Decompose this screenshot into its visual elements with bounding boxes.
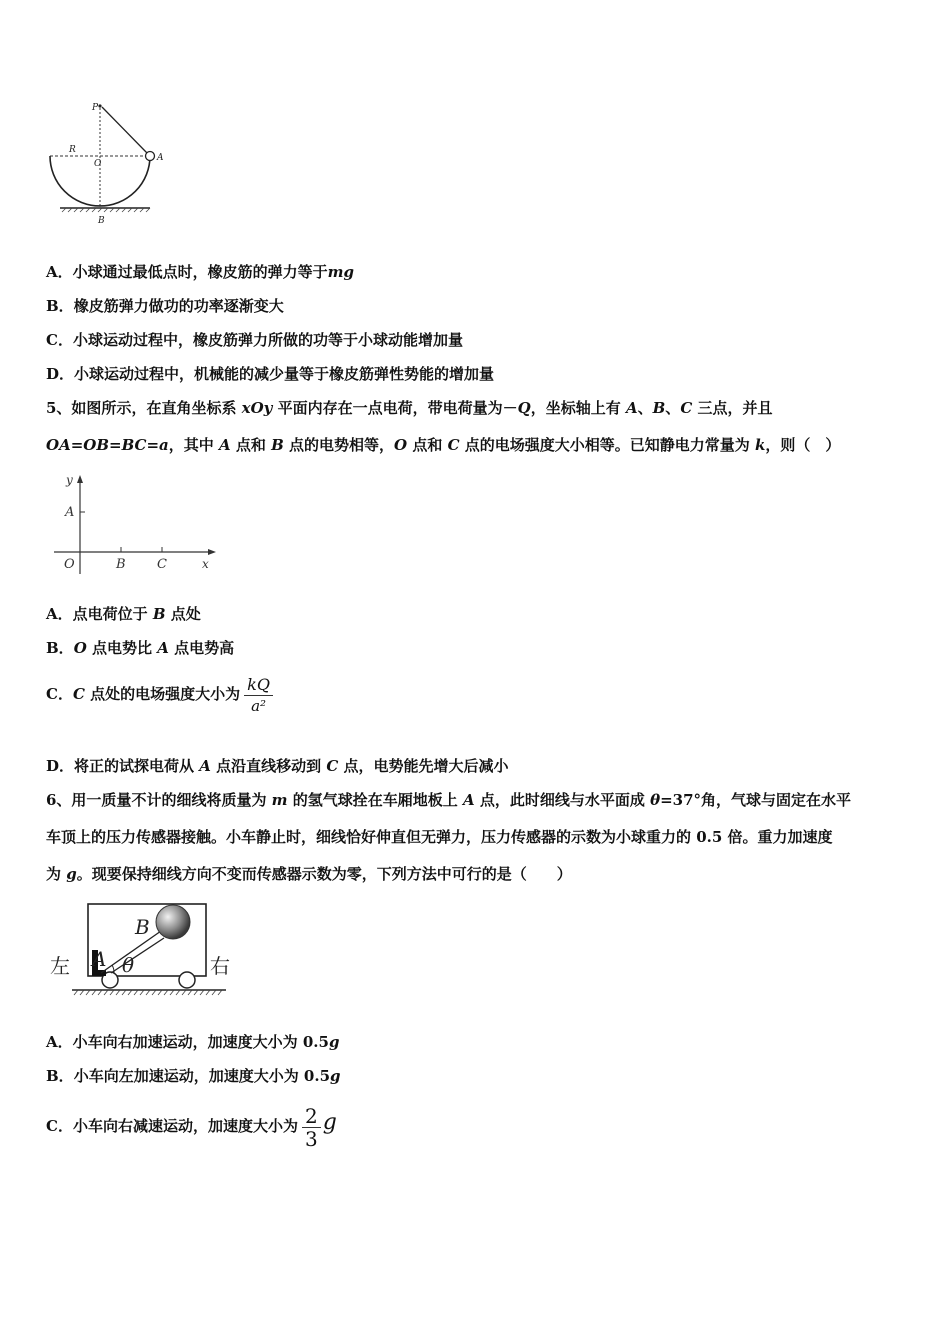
label-right: 右 bbox=[210, 954, 230, 978]
label-B: B bbox=[98, 216, 105, 226]
label-B: B bbox=[135, 915, 150, 939]
point-A-label: A bbox=[65, 505, 75, 520]
axis-y-label: y bbox=[66, 473, 73, 487]
q5-stem-line2: OA=OB=BC=a，其中 A 点和 B 点的电势相等，O 点和 C 点的电场强度大小相等。已知静电力常量为 k，则（ ） bbox=[46, 436, 841, 454]
q5-stem-line1: 5、如图所示，在直角坐标系 xOy 平面内存在一点电荷，带电荷量为－Q，坐标轴上有 A、B、C 三点，并且 bbox=[46, 399, 773, 417]
fraction-2-over-3: $\frac{2}{3}$ bbox=[302, 1105, 321, 1150]
q6-stem-line3: 为 g。现要保持细线方向不变而传感器示数为零，下列方法中可行的是（ ） bbox=[46, 865, 572, 883]
label-P: P bbox=[92, 103, 99, 113]
q4-option-c: C．小球运动过程中，橡皮筋弹力所做的功等于小球动能增加量 bbox=[46, 331, 463, 349]
q6-option-b: B．小车向左加速运动，加速度大小为 0.5g bbox=[46, 1067, 341, 1085]
point-C-label: C bbox=[157, 557, 167, 572]
q6-option-a: A．小车向右加速运动，加速度大小为 0.5g bbox=[46, 1033, 340, 1051]
cart-balloon-figure bbox=[46, 898, 246, 998]
q5-option-b: B．O 点电势比 A 点电势高 bbox=[46, 639, 235, 657]
q6-stem-line2: 车顶上的压力传感器接触。小车静止时，细线恰好伸直但无弹力，压力传感器的示数为小球重力的 0.5 倍。重力加速度 bbox=[46, 828, 833, 846]
label-A: A bbox=[92, 947, 107, 971]
q5-option-a: A．点电荷位于 B 点处 bbox=[46, 605, 201, 623]
label-O: O bbox=[94, 159, 102, 169]
label-A: A bbox=[157, 153, 164, 163]
q6-option-c: C．小车向右减速运动，加速度大小为 $\frac{2}{3}$ g bbox=[46, 1103, 337, 1151]
point-B-label: B bbox=[116, 557, 126, 572]
q5-option-d: D．将正的试探电荷从 A 点沿直线移动到 C 点，电势能先增大后减小 bbox=[46, 757, 509, 775]
q5-option-c: C．C 点处的电场强度大小为 $\frac{kQ}{\text{a²}}$ bbox=[46, 672, 273, 716]
origin-O-label: O bbox=[64, 557, 75, 572]
axis-x-label: x bbox=[202, 557, 209, 571]
q4-option-d: D．小球运动过程中，机械能的减少量等于橡皮筋弹性势能的增加量 bbox=[46, 365, 495, 383]
bowl-pendulum-figure bbox=[44, 96, 174, 228]
label-R: R bbox=[69, 145, 76, 155]
label-theta: θ bbox=[122, 953, 135, 977]
q6-stem-line1: 6、用一质量不计的细线将质量为 m 的氢气球拴在车厢地板上 A 点，此时细线与水平面成 θ=37°角，气球与固定在水平 bbox=[46, 791, 852, 809]
q4-option-b: B．橡皮筋弹力做功的功率逐渐变大 bbox=[46, 297, 284, 315]
q4-option-a: A．小球通过最低点时，橡皮筋的弹力等于mg bbox=[46, 263, 355, 281]
fraction-kQ-over-a2: $\frac{kQ}{\text{a²}}$ bbox=[244, 675, 273, 716]
coordinate-axes-figure bbox=[50, 470, 225, 580]
label-left: 左 bbox=[50, 954, 70, 978]
